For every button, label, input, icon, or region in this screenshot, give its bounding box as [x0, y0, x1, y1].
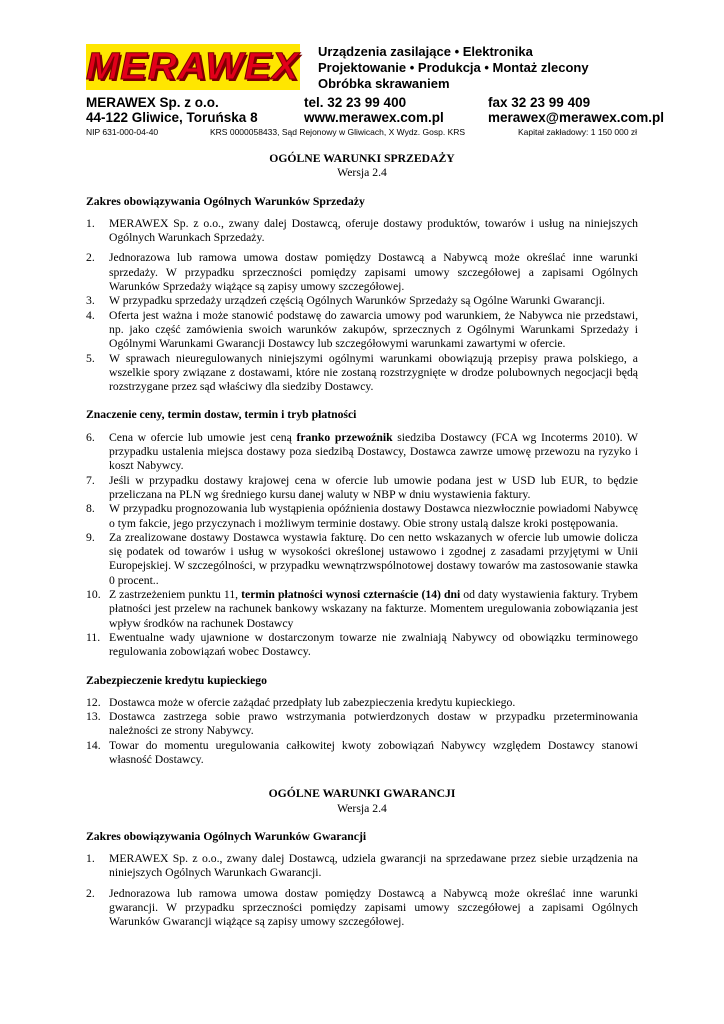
section-heading-credit: Zabezpieczenie kredytu kupieckiego — [86, 673, 267, 687]
nip-number: NIP 631-000-04-40 — [86, 127, 159, 137]
list-item: 11. Ewentualne wady ujawnione w dostarczonym towarze nie zwalniają Nabywcy od obowiązku terminowego regulowania zobowiązań wobec Dostawcy. — [86, 630, 638, 659]
list-item: 13. Dostawca zastrzega sobie prawo wstrzymania potwierdzonych dostaw w przypadku przeterminowania należności ze strony Nabywcy. — [86, 710, 638, 738]
tagline-line-2: Projektowanie • Produkcja • Montaż zlecony — [318, 60, 589, 75]
phone-number: tel. 32 23 99 400 — [304, 95, 407, 110]
section-heading-price-payment: Znaczenie ceny, termin dostaw, termin i tryb płatności — [86, 408, 357, 422]
share-capital: Kapitał zakładowy: 1 150 000 zł — [518, 127, 638, 137]
list-item: 1. MERAWEX Sp. z o.o., zwany dalej Dostawcą, udziela gwarancji na sprzedawane przez siebie urządzenia na niniejszych Ogólnych Warunkach Gwarancji. — [86, 852, 638, 880]
email-link[interactable]: merawex@merawex.com.pl — [488, 110, 665, 125]
company-logo — [86, 44, 300, 90]
list-item: 2. Jednorazowa lub ramowa umowa dostaw pomiędzy Dostawcą a Nabywcą może określać inne warunki gwarancji. W przypadku sprzeczności pomiędzy zapisami umowy szczegółowej a zapisami Ogólnych Warunków Gwarancji wiążące są zapisy umowy szczegółowej. — [86, 886, 638, 929]
website-link[interactable]: www.merawex.com.pl — [304, 110, 444, 125]
fax-number: fax 32 23 99 409 — [488, 95, 591, 110]
list-item: 12. Dostawca może w ofercie zażądać przedpłaty lub zabezpieczenia kredytu kupieckiego. — [86, 695, 516, 709]
company-address: 44-122 Gliwice, Toruńska 8 — [86, 110, 258, 125]
warranty-terms-title: OGÓLNE WARUNKI GWARANCJI — [268, 787, 456, 801]
list-item: 9. Za zrealizowane dostawy Dostawca wystawia fakturę. Do cen netto wskazanych w ofercie lub umowie dolicza się podatek od towarów i usług w wysokości określonej ustawowo i zgodnej z zasadami przyjętymi w Unii Europejskiej. W szczególności, w przypadku wewnątrzwspólnotowej dostawy towarów ma zastosowanie stawka 0 procent.. — [86, 530, 638, 587]
logo-text: MERAWEX — [86, 45, 300, 88]
list-item: 1. MERAWEX Sp. z o.o., zwany dalej Dostawcą, oferuje dostawy produktów, towarów i usług na niniejszych Ogólnych Warunkach Sprzedaży. — [86, 216, 638, 245]
list-item: 7. Jeśli w przypadku dostawy krajowej cena w ofercie lub umowie podana jest w USD lub EUR, to będzie przeliczana na PLN wg średniego kursu danej waluty w NBP w dniu wystawienia faktury. — [86, 473, 638, 501]
sales-terms-title: OGÓLNE WARUNKI SPRZEDAŻY — [269, 152, 455, 165]
warranty-terms-version: Wersja 2.4 — [337, 801, 387, 815]
tagline-line-1: Urządzenia zasilające • Elektronika — [318, 44, 533, 59]
section-heading-scope: Zakres obowiązywania Ogólnych Warunków Sprzedaży — [86, 194, 365, 208]
krs-info: KRS 0000058433, Sąd Rejonowy w Gliwicach, X Wydz. Gosp. KRS — [210, 127, 466, 137]
company-name: MERAWEX Sp. z o.o. — [86, 95, 219, 110]
section-heading-warranty-scope: Zakres obowiązywania Ogólnych Warunków Gwarancji — [86, 829, 367, 843]
list-item: 3. W przypadku sprzedaży urządzeń częścią Ogólnych Warunków Sprzedaży są Ogólne Warunki Gwarancji. — [86, 294, 605, 308]
list-item: 14. Towar do momentu uregulowania całkowitej kwoty zobowiązań Nabywcy względem Dostawcy stanowi własność Dostawcy. — [86, 738, 638, 766]
list-item: 5. W sprawach nieuregulowanych niniejszymi ogólnymi warunkami obowiązują przepisy prawa polskiego, a wszelkie spory związane z dostawami, które nie zostaną rozstrzygnięte w drodze polubownych negocjacji będą rozstrzygane przez sąd właściwy dla siedziby Dostawcy. — [86, 351, 638, 394]
terms-document — [86, 152, 638, 930]
list-item: 6. Cena w ofercie lub umowie jest ceną franko przewoźnik siedziba Dostawcy (FCA wg Incoterms 2010). W przypadku ustalenia miejsca dostawy poza siedzibą Dostawcy, Dostawca zawrze umowę przewozu na ryzyko i koszt Nabywcy. — [86, 430, 638, 473]
list-item: 8. W przypadku prognozowania lub wystąpienia opóźnienia dostawy Dostawca niezwłocznie powiadomi Nabywcę o tym fakcie, jego przyczynach i możliwym terminie dostawy. Obie strony ustalą dalsze kroki postępowania. — [86, 502, 638, 530]
list-item: 10. Z zastrzeżeniem punktu 11, termin płatności wynosi czternaście (14) dni od daty wystawienia faktury. Trybem płatności jest przelew na rachunek bankowy wskazany na fakturze. Momentem uregulowania zobowiązania jest wpływ środków na rachunek Dostawcy — [86, 588, 638, 630]
tagline-line-3: Obróbka skrawaniem — [318, 76, 450, 91]
list-item: 2. Jednorazowa lub ramowa umowa dostaw pomiędzy Dostawcą a Nabywcą może określać inne warunki sprzedaży. W przypadku sprzeczności pomiędzy zapisami umowy szczegółowej a zapisami Ogólnych Warunków Sprzedaży wiążące są zapisy umowy szczegółowej. — [86, 251, 638, 294]
list-item: 4. Oferta jest ważna i może stanowić podstawę do zawarcia umowy pod warunkiem, że Nabywca nie przedstawi, np. jako część zamówienia swoich warunków zakupów, sprzecznych z Ogólnymi Warunkami Sprzedaży i Ogólnymi Warunkami Gwarancji Dostawcy lub szczegółowymi warunkami zawartymi w ofercie. — [86, 308, 638, 351]
sales-terms-version: Wersja 2.4 — [337, 166, 387, 180]
